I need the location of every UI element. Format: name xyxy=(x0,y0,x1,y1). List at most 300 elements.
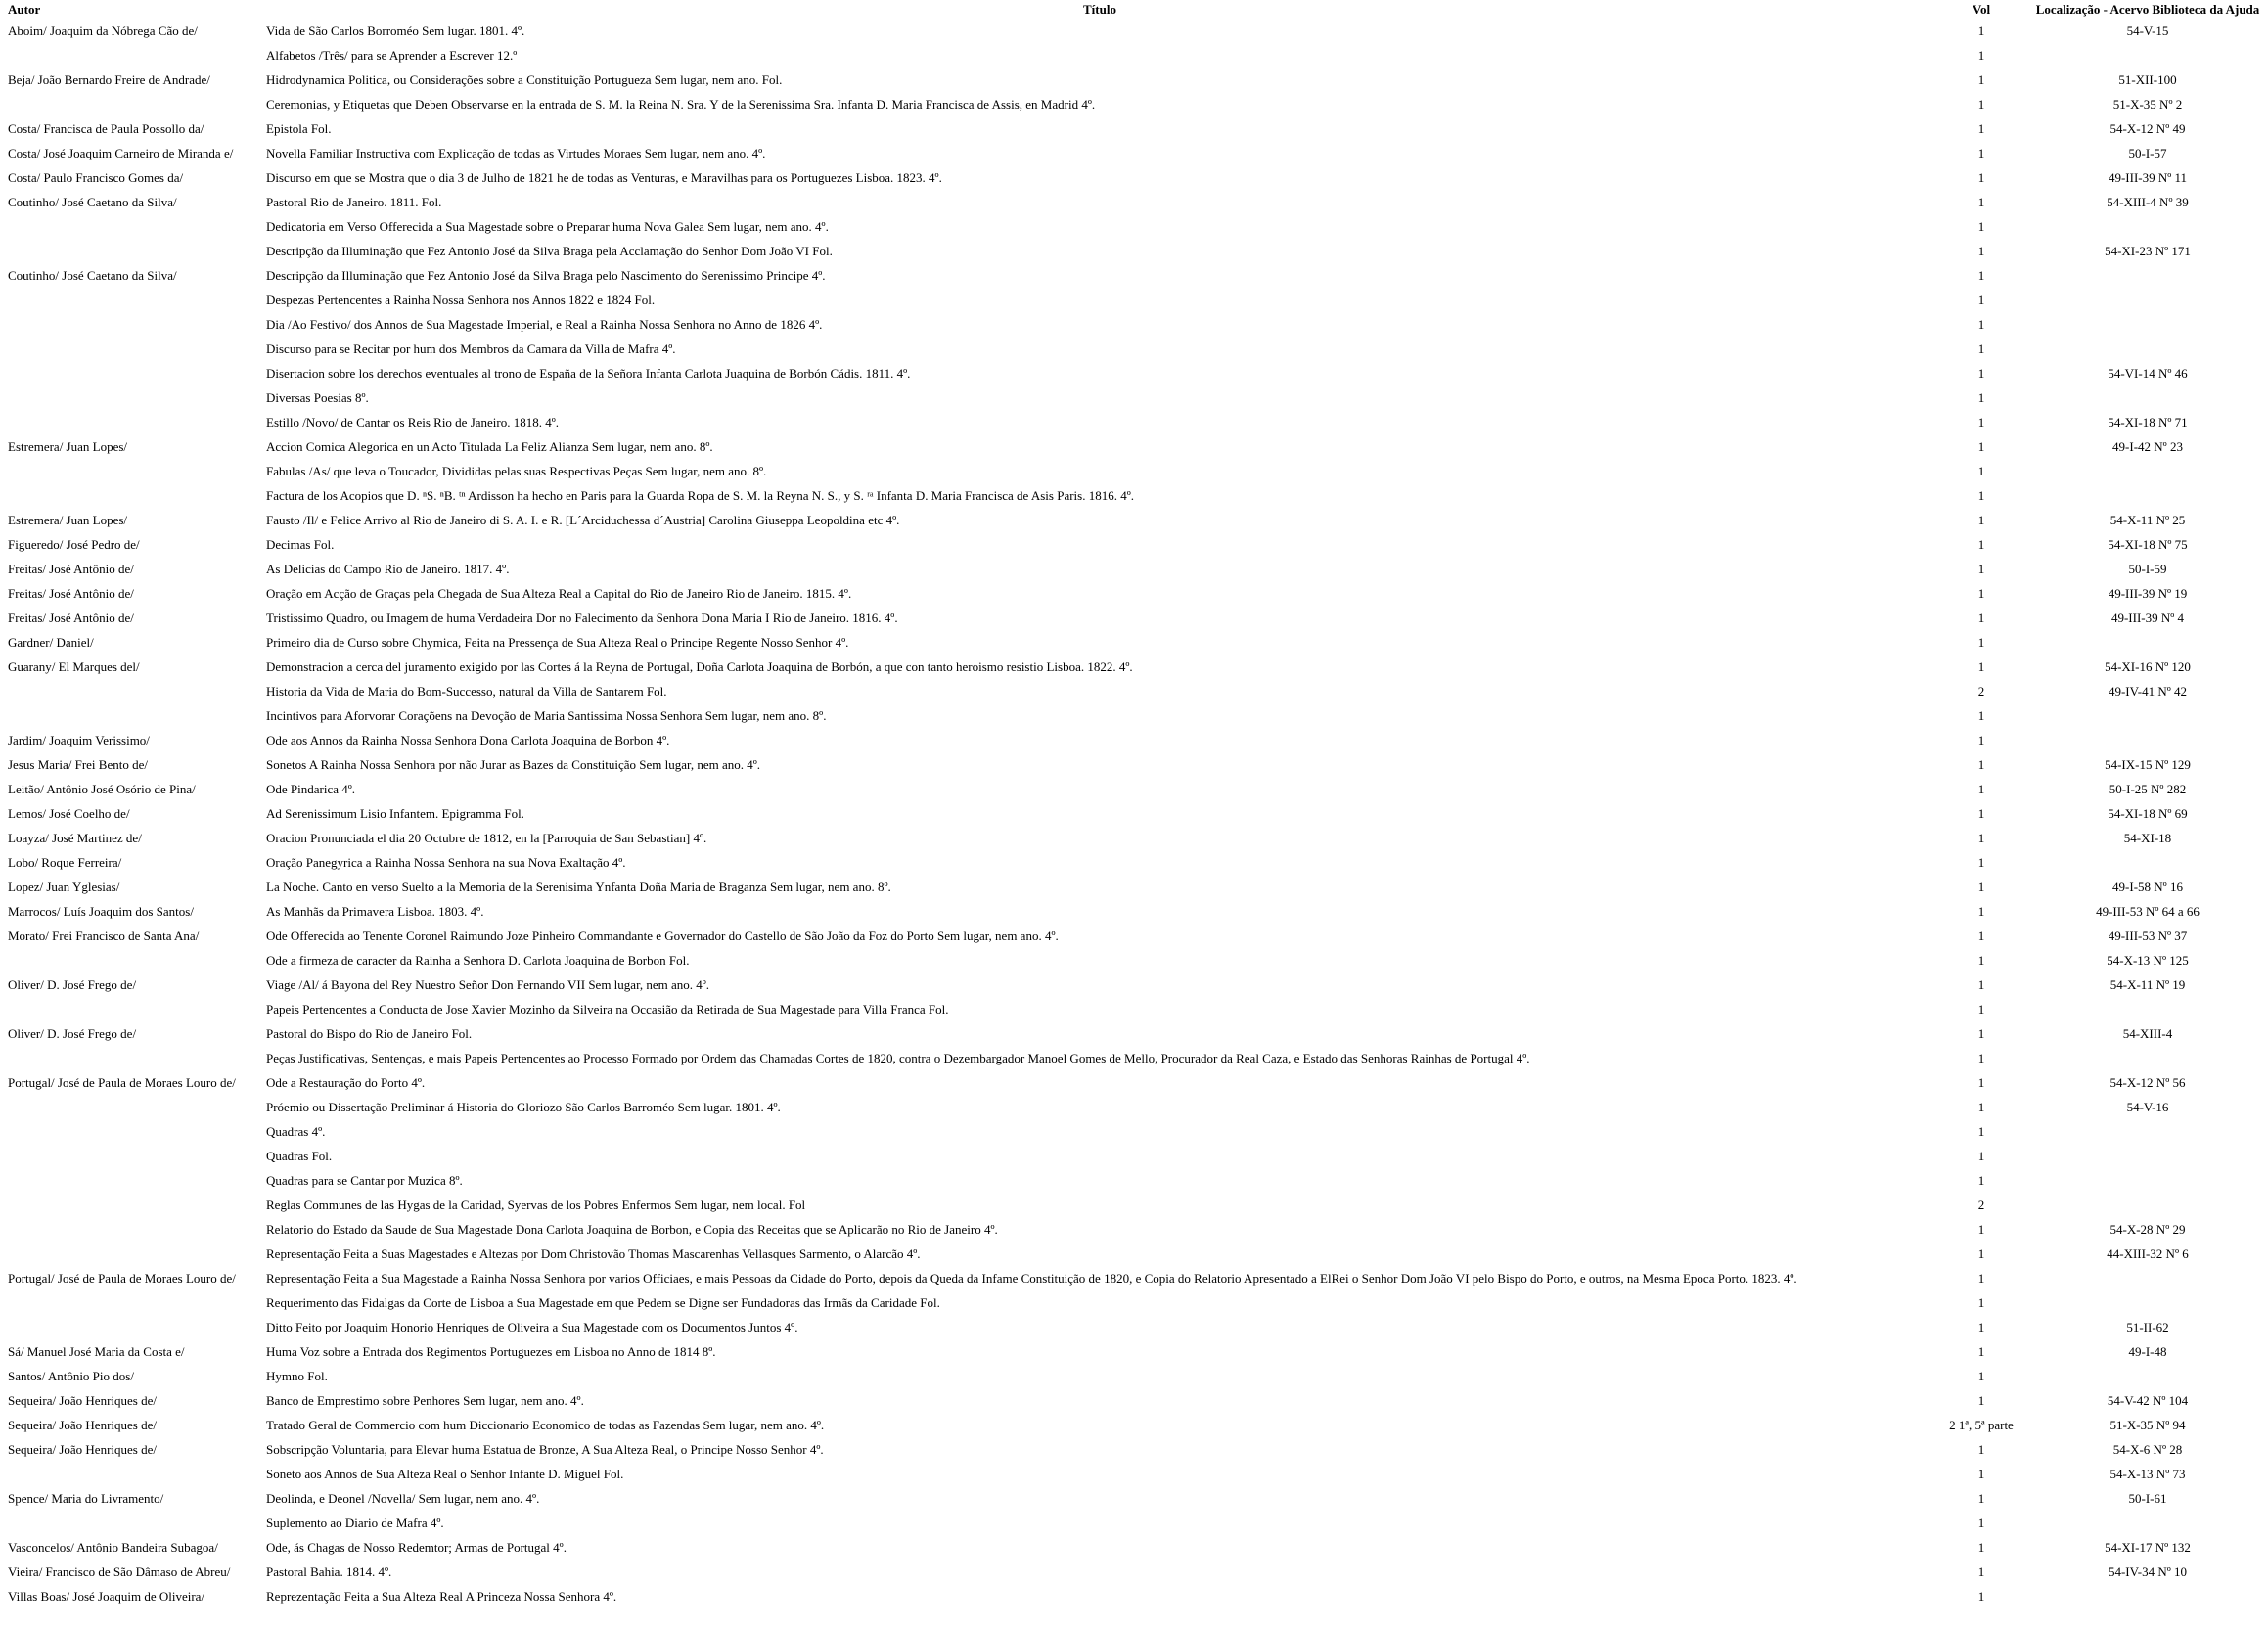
table-row xyxy=(0,1486,2268,1511)
autor-cell: Loayza/ José Martinez de/ xyxy=(8,830,142,845)
titulo-cell: Oração Panegyrica a Rainha Nossa Senhora na sua Nova Exaltação 4º. xyxy=(266,854,626,870)
localizacao-cell: 50-I-59 xyxy=(2128,561,2167,576)
vol-cell: 1 xyxy=(1977,1172,1985,1188)
vol-cell: 1 xyxy=(1977,96,1985,112)
table-row xyxy=(0,1046,2268,1070)
table-row xyxy=(0,972,2268,997)
localizacao-cell: 54-XIII-4 Nº 39 xyxy=(2107,194,2189,209)
localizacao-cell: 49-III-39 Nº 19 xyxy=(2108,585,2188,601)
table-row xyxy=(0,459,2268,483)
table-header xyxy=(0,0,2268,19)
autor-cell: Portugal/ José de Paula de Moraes Louro de/ xyxy=(8,1270,236,1286)
vol-cell: 1 xyxy=(1977,585,1985,601)
table-row xyxy=(0,288,2268,312)
autor-cell xyxy=(0,1315,264,1339)
vol-cell: 1 xyxy=(1977,1221,1985,1237)
table-row xyxy=(0,1462,2268,1486)
titulo-cell: Ode Offerecida ao Tenente Coronel Raimundo Joze Pinheiro Commandante e Governador do Castello de São João da Foz do Porto Sem lugar, nem ano. 4º. xyxy=(266,927,1059,943)
titulo-cell: Tratado Geral de Commercio com hum Diccionario Economico de todas as Fazendas Sem lugar, nem ano. 4º. xyxy=(266,1417,825,1432)
titulo-cell: Descripção da Illuminação que Fez Antonio José da Silva Braga pelo Nascimento do Serenissimo Principe 4º. xyxy=(266,267,826,283)
localizacao-cell: 49-I-58 Nº 16 xyxy=(2112,879,2183,894)
autor-cell xyxy=(0,288,264,312)
localizacao-cell: 50-I-57 xyxy=(2128,145,2167,160)
vol-cell: 1 xyxy=(1977,952,1985,968)
localizacao-cell: 54-XI-23 Nº 171 xyxy=(2105,243,2191,258)
header-vol: Vol xyxy=(1972,1,1991,17)
table-row xyxy=(0,385,2268,410)
titulo-cell: Dedicatoria em Verso Offerecida a Sua Magestade sobre o Preparar huma Nova Galea Sem lugar, nem ano. 4º. xyxy=(266,218,829,234)
titulo-cell: Deolinda, e Deonel /Novella/ Sem lugar, nem ano. 4º. xyxy=(266,1490,540,1506)
localizacao-cell: 50-I-25 Nº 282 xyxy=(2109,781,2187,796)
titulo-cell: Oração em Acção de Graças pela Chegada de Sua Alteza Real a Capital do Rio de Janeiro Rio de Janeiro. 1815. 4º. xyxy=(266,585,852,601)
autor-cell: Beja/ João Bernardo Freire de Andrade/ xyxy=(8,71,210,87)
autor-cell: Jesus Maria/ Frei Bento de/ xyxy=(8,756,148,772)
vol-cell: 1 xyxy=(1977,658,1985,674)
table-row xyxy=(0,1437,2268,1462)
autor-cell: Leitão/ Antônio José Osório de Pina/ xyxy=(8,781,196,796)
localizacao-cell xyxy=(2027,850,2268,875)
localizacao-cell: 54-IV-34 Nº 10 xyxy=(2108,1563,2188,1579)
header-row xyxy=(0,0,2268,19)
titulo-cell: Vida de São Carlos Borroméo Sem lugar. 1801. 4º. xyxy=(266,23,525,38)
autor-cell xyxy=(0,337,264,361)
localizacao-cell: 54-V-16 xyxy=(2126,1099,2169,1114)
table-row xyxy=(0,214,2268,239)
localizacao-cell: 54-X-11 Nº 25 xyxy=(2109,512,2186,527)
vol-cell: 1 xyxy=(1977,781,1985,796)
localizacao-cell: 49-I-48 xyxy=(2128,1343,2167,1359)
table-row xyxy=(0,924,2268,948)
localizacao-cell xyxy=(2027,483,2268,508)
autor-cell: Estremera/ Juan Lopes/ xyxy=(8,512,128,527)
localizacao-cell: 54-XIII-4 xyxy=(2122,1025,2173,1041)
table-row xyxy=(0,655,2268,679)
autor-cell: Aboim/ Joaquim da Nóbrega Cão de/ xyxy=(8,23,198,38)
table-row xyxy=(0,1511,2268,1535)
titulo-cell: Disertacion sobre los derechos eventuales al trono de España de la Señora Infanta Carlota Juaquina de Borbón Cádis. 1811. 4º. xyxy=(266,365,911,381)
vol-cell: 1 xyxy=(1977,47,1985,63)
localizacao-cell: 50-I-61 xyxy=(2128,1490,2167,1506)
table-row xyxy=(0,801,2268,826)
titulo-cell: Huma Voz sobre a Entrada dos Regimentos Portuguezes em Lisboa no Anno de 1814 8º. xyxy=(266,1343,716,1359)
vol-cell: 1 xyxy=(1977,1441,1985,1457)
autor-cell: Oliver/ D. José Frego de/ xyxy=(8,1025,137,1041)
vol-cell: 1 xyxy=(1977,1563,1985,1579)
titulo-cell: Sobscripção Voluntaria, para Elevar huma Estatua de Bronze, A Sua Alteza Real, o Principe Nosso Senhor 4º. xyxy=(266,1441,824,1457)
localizacao-cell: 49-III-53 Nº 37 xyxy=(2108,927,2188,943)
table-row xyxy=(0,1584,2268,1608)
vol-cell: 1 xyxy=(1977,1050,1985,1065)
localizacao-cell: 54-X-11 Nº 19 xyxy=(2109,976,2186,992)
table-row xyxy=(0,777,2268,801)
localizacao-cell xyxy=(2027,1584,2268,1608)
titulo-cell: Ad Serenissimum Lisio Infantem. Epigramma Fol. xyxy=(266,805,524,821)
vol-cell: 1 xyxy=(1977,120,1985,136)
localizacao-cell: 51-XII-100 xyxy=(2118,71,2177,87)
autor-cell: Lemos/ José Coelho de/ xyxy=(8,805,130,821)
vol-cell: 1 xyxy=(1977,854,1985,870)
titulo-cell: Peças Justificativas, Sentenças, e mais Papeis Pertencentes ao Processo Formado por Ordem das Chamadas Cortes de 1820, contra o Dezembargador Manoel Gomes de Mello, Procurador da Real Caza, e Estado das Senhoras Rainhas de Portugal 4º. xyxy=(266,1050,1530,1065)
titulo-cell: Factura de los Acopios que D. ⁿS. ⁿB. ᵗⁿ Ardisson ha hecho en Paris para la Guarda Ropa de S. M. la Reyna N. S., y S. ʳᵃ Infanta D. Maria Francisca de Asis Paris. 1816. 4º. xyxy=(266,487,1135,503)
vol-cell: 1 xyxy=(1977,512,1985,527)
table-row xyxy=(0,263,2268,288)
table-row xyxy=(0,1070,2268,1095)
vol-cell: 1 xyxy=(1977,267,1985,283)
localizacao-cell: 49-IV-41 Nº 42 xyxy=(2108,683,2188,699)
autor-cell xyxy=(0,703,264,728)
localizacao-cell xyxy=(2027,312,2268,337)
localizacao-cell: 49-III-39 Nº 11 xyxy=(2108,169,2188,185)
localizacao-cell xyxy=(2027,1168,2268,1193)
autor-cell: Sequeira/ João Henriques de/ xyxy=(8,1417,157,1432)
autor-cell: Coutinho/ José Caetano da Silva/ xyxy=(8,194,177,209)
vol-cell: 1 xyxy=(1977,1392,1985,1408)
vol-cell: 1 xyxy=(1977,1539,1985,1555)
vol-cell: 1 xyxy=(1977,805,1985,821)
autor-cell xyxy=(0,483,264,508)
titulo-cell: As Delicias do Campo Rio de Janeiro. 1817. 4º. xyxy=(266,561,510,576)
vol-cell: 1 xyxy=(1977,169,1985,185)
titulo-cell: Ode aos Annos da Rainha Nossa Senhora Dona Carlota Joaquina de Borbon 4º. xyxy=(266,732,670,747)
localizacao-cell xyxy=(2027,1193,2268,1217)
autor-cell: Santos/ Antônio Pio dos/ xyxy=(8,1368,134,1383)
autor-cell xyxy=(0,1217,264,1242)
autor-cell: Freitas/ José Antônio de/ xyxy=(8,585,134,601)
autor-cell: Villas Boas/ José Joaquim de Oliveira/ xyxy=(8,1588,205,1604)
table-row xyxy=(0,1193,2268,1217)
table-row xyxy=(0,1119,2268,1144)
localizacao-cell: 49-III-53 Nº 64 a 66 xyxy=(2096,903,2200,919)
autor-cell xyxy=(0,1144,264,1168)
titulo-cell: Descripção da Illuminação que Fez Antonio José da Silva Braga pela Acclamação do Senhor Dom João VI Fol. xyxy=(266,243,833,258)
titulo-cell: Oracion Pronunciada el dia 20 Octubre de 1812, en la [Parroquia de San Sebastian] 4º. xyxy=(266,830,707,845)
autor-cell: Gardner/ Daniel/ xyxy=(8,634,94,650)
titulo-cell: Ode Pindarica 4º. xyxy=(266,781,356,796)
table-row xyxy=(0,606,2268,630)
vol-cell: 1 xyxy=(1977,23,1985,38)
table-row xyxy=(0,43,2268,68)
vol-cell: 1 xyxy=(1977,1245,1985,1261)
localizacao-cell xyxy=(2027,1046,2268,1070)
vol-cell: 1 xyxy=(1977,1099,1985,1114)
titulo-cell: Alfabetos /Três/ para se Aprender a Escrever 12.º xyxy=(266,47,518,63)
table-row xyxy=(0,190,2268,214)
titulo-cell: Hidrodynamica Politica, ou Considerações sobre a Constituição Portugueza Sem lugar, nem ano. Fol. xyxy=(266,71,783,87)
autor-cell xyxy=(0,459,264,483)
localizacao-cell: 54-XI-18 Nº 71 xyxy=(2108,414,2188,430)
titulo-cell: Dia /Ao Festivo/ dos Annos de Sua Magestade Imperial, e Real a Rainha Nossa Senhora no Anno de 1826 4º. xyxy=(266,316,823,332)
vol-cell: 1 xyxy=(1977,463,1985,478)
vol-cell: 1 xyxy=(1977,340,1985,356)
titulo-cell: Reprezentação Feita a Sua Alteza Real A Princeza Nossa Senhora 4º. xyxy=(266,1588,617,1604)
table-row xyxy=(0,1144,2268,1168)
vol-cell: 1 xyxy=(1977,561,1985,576)
localizacao-cell: 54-XI-18 xyxy=(2123,830,2172,845)
table-row xyxy=(0,532,2268,557)
localizacao-cell: 54-X-12 Nº 56 xyxy=(2109,1074,2186,1090)
localizacao-cell xyxy=(2027,728,2268,752)
titulo-cell: Ode a Restauração do Porto 4º. xyxy=(266,1074,426,1090)
autor-cell: Freitas/ José Antônio de/ xyxy=(8,610,134,625)
header-autor: Autor xyxy=(8,1,41,17)
table-row xyxy=(0,581,2268,606)
table-row xyxy=(0,1315,2268,1339)
autor-cell: Morato/ Frei Francisco de Santa Ana/ xyxy=(8,927,200,943)
localizacao-cell xyxy=(2027,703,2268,728)
localizacao-cell xyxy=(2027,43,2268,68)
vol-cell: 1 xyxy=(1977,732,1985,747)
autor-cell xyxy=(0,1119,264,1144)
localizacao-cell xyxy=(2027,1364,2268,1388)
autor-cell: Costa/ Paulo Francisco Gomes da/ xyxy=(8,169,184,185)
titulo-cell: Papeis Pertencentes a Conducta de Jose Xavier Mozinho da Silveira na Occasião da Retirada de Sua Magestade para Villa Franca Fol. xyxy=(266,1001,949,1017)
titulo-cell: Ceremonias, y Etiquetas que Deben Observarse en la entrada de S. M. la Reina N. Sra. Y de la Serenissima Sra. Infanta D. Maria Francisca de Assis, en Madrid 4º. xyxy=(266,96,1096,112)
localizacao-cell: 51-X-35 Nº 94 xyxy=(2109,1417,2186,1432)
table-row xyxy=(0,239,2268,263)
titulo-cell: Discurso em que se Mostra que o dia 3 de Julho de 1821 he de todas as Venturas, e Maravilhas para os Portuguezes Lisboa. 1823. 4º. xyxy=(266,169,942,185)
table-row xyxy=(0,826,2268,850)
titulo-cell: Requerimento das Fidalgas da Corte de Lisboa a Sua Magestade em que Pedem se Digne ser Fundadoras das Irmãs da Caridade Fol. xyxy=(266,1294,940,1310)
autor-cell xyxy=(0,948,264,972)
titulo-cell: Fausto /Il/ e Felice Arrivo al Rio de Janeiro di S. A. I. e R. [L´Arciduchessa d´Austria] Carolina Giuseppa Leopoldina etc 4º. xyxy=(266,512,900,527)
localizacao-cell xyxy=(2027,1511,2268,1535)
titulo-cell: Discurso para se Recitar por hum dos Membros da Camara da Villa de Mafra 4º. xyxy=(266,340,676,356)
autor-cell: Costa/ Francisca de Paula Possollo da/ xyxy=(8,120,204,136)
vol-cell: 1 xyxy=(1977,487,1985,503)
autor-cell: Lobo/ Roque Ferreira/ xyxy=(8,854,122,870)
localizacao-cell: 54-V-15 xyxy=(2126,23,2169,38)
localizacao-cell xyxy=(2027,459,2268,483)
autor-cell xyxy=(0,1168,264,1193)
autor-cell: Coutinho/ José Caetano da Silva/ xyxy=(8,267,177,283)
table-row xyxy=(0,557,2268,581)
vol-cell: 1 xyxy=(1977,879,1985,894)
autor-cell xyxy=(0,1095,264,1119)
vol-cell: 1 xyxy=(1977,438,1985,454)
autor-cell xyxy=(0,1046,264,1070)
localizacao-cell: 54-V-42 Nº 104 xyxy=(2107,1392,2189,1408)
localizacao-cell xyxy=(2027,288,2268,312)
autor-cell xyxy=(0,410,264,434)
titulo-cell: Representação Feita a Sua Magestade a Rainha Nossa Senhora por varios Officiaes, e mais Pessoas da Cidade do Porto, depois da Queda da Infame Constituição de 1820, e Copia do Relatorio Apresentado a ElRei o Senhor Dom João VI pelo Bispo do Porto, e outros, na Mesma Epoca Porto. 1823. 4º. xyxy=(266,1270,1797,1286)
titulo-cell: Accion Comica Alegorica en un Acto Titulada La Feliz Alianza Sem lugar, nem ano. 8º. xyxy=(266,438,713,454)
titulo-cell: Novella Familiar Instructiva com Explicação de todas as Virtudes Moraes Sem lugar, nem ano. 4º. xyxy=(266,145,766,160)
localizacao-cell xyxy=(2027,1266,2268,1290)
titulo-cell: Sonetos A Rainha Nossa Senhora por não Jurar as Bazes da Constituição Sem lugar, nem ano. 4º. xyxy=(266,756,761,772)
titulo-cell: Reglas Communes de las Hygas de la Caridad, Syervas de los Pobres Enfermos Sem lugar, nem local. Fol xyxy=(266,1197,806,1212)
autor-cell: Spence/ Maria do Livramento/ xyxy=(8,1490,164,1506)
localizacao-cell: 49-III-39 Nº 4 xyxy=(2110,610,2185,625)
titulo-cell: Viage /Al/ á Bayona del Rey Nuestro Señor Don Fernando VII Sem lugar, nem ano. 4º. xyxy=(266,976,710,992)
table-row xyxy=(0,728,2268,752)
titulo-cell: Próemio ou Dissertação Preliminar á Historia do Gloriozo São Carlos Barroméo Sem lugar. 1801. 4º. xyxy=(266,1099,781,1114)
titulo-cell: Estillo /Novo/ de Cantar os Reis Rio de Janeiro. 1818. 4º. xyxy=(266,414,560,430)
localizacao-cell: 44-XIII-32 Nº 6 xyxy=(2107,1245,2189,1261)
localizacao-cell: 54-X-12 Nº 49 xyxy=(2109,120,2186,136)
table-row xyxy=(0,1560,2268,1584)
table-row xyxy=(0,1388,2268,1413)
vol-cell: 1 xyxy=(1977,1123,1985,1139)
vol-cell: 1 xyxy=(1977,536,1985,552)
titulo-cell: Decimas Fol. xyxy=(266,536,335,552)
vol-cell: 2 1ª, 5ª parte xyxy=(1949,1417,2014,1432)
vol-cell: 1 xyxy=(1977,1025,1985,1041)
table-row xyxy=(0,483,2268,508)
titulo-cell: Banco de Emprestimo sobre Penhores Sem lugar, nem ano. 4º. xyxy=(266,1392,584,1408)
titulo-cell: Demonstracion a cerca del juramento exigido por las Cortes á la Reyna de Portugal, Doña Carlota Joaquina de Borbón, a que con tanto heroismo resistio Lisboa. 1822. 4º. xyxy=(266,658,1133,674)
titulo-cell: Despezas Pertencentes a Rainha Nossa Senhora nos Annos 1822 e 1824 Fol. xyxy=(266,292,656,307)
autor-cell: Vieira/ Francisco de São Dâmaso de Abreu/ xyxy=(8,1563,231,1579)
vol-cell: 1 xyxy=(1977,1368,1985,1383)
table-row xyxy=(0,875,2268,899)
vol-cell: 1 xyxy=(1977,389,1985,405)
vol-cell: 1 xyxy=(1977,1001,1985,1017)
table-body xyxy=(0,19,2268,1608)
table-row xyxy=(0,1021,2268,1046)
autor-cell: Marrocos/ Luís Joaquim dos Santos/ xyxy=(8,903,194,919)
titulo-cell: Ode a firmeza de caracter da Rainha a Senhora D. Carlota Joaquina de Borbon Fol. xyxy=(266,952,690,968)
table-row xyxy=(0,19,2268,43)
vol-cell: 1 xyxy=(1977,414,1985,430)
vol-cell: 1 xyxy=(1977,756,1985,772)
titulo-cell: Historia da Vida de Maria do Bom-Successo, natural da Villa de Santarem Fol. xyxy=(266,683,667,699)
vol-cell: 1 xyxy=(1977,1074,1985,1090)
vol-cell: 1 xyxy=(1977,316,1985,332)
table-row xyxy=(0,1413,2268,1437)
table-row xyxy=(0,679,2268,703)
localizacao-cell xyxy=(2027,385,2268,410)
titulo-cell: Incintivos para Aforvorar Coraçõens na Devoção de Maria Santissima Nossa Senhora Sem lugar, nem ano. 8º. xyxy=(266,707,827,723)
vol-cell: 1 xyxy=(1977,610,1985,625)
table-row xyxy=(0,508,2268,532)
localizacao-cell xyxy=(2027,1119,2268,1144)
localizacao-cell: 54-XI-16 Nº 120 xyxy=(2105,658,2191,674)
titulo-cell: Pastoral Bahia. 1814. 4º. xyxy=(266,1563,392,1579)
localizacao-cell xyxy=(2027,997,2268,1021)
vol-cell: 1 xyxy=(1977,1515,1985,1530)
autor-cell xyxy=(0,1462,264,1486)
autor-cell: Sequeira/ João Henriques de/ xyxy=(8,1392,157,1408)
titulo-cell: Suplemento ao Diario de Mafra 4º. xyxy=(266,1515,444,1530)
vol-cell: 1 xyxy=(1977,1294,1985,1310)
localizacao-cell: 54-X-6 Nº 28 xyxy=(2112,1441,2183,1457)
autor-cell: Portugal/ José de Paula de Moraes Louro de/ xyxy=(8,1074,236,1090)
localizacao-cell: 49-I-42 Nº 23 xyxy=(2112,438,2183,454)
vol-cell: 1 xyxy=(1977,1588,1985,1604)
titulo-cell: Relatorio do Estado da Saude de Sua Magestade Dona Carlota Joaquina de Borbon, e Copia das Receitas que se Aplicarão no Rio de Janeiro 4º. xyxy=(266,1221,998,1237)
table-row xyxy=(0,1168,2268,1193)
titulo-cell: Representação Feita a Suas Magestades e Altezas por Dom Christovão Thomas Mascarenhas Vellasques Sarmento, o Alarcão 4º. xyxy=(266,1245,921,1261)
vol-cell: 1 xyxy=(1977,71,1985,87)
vol-cell: 2 xyxy=(1977,1197,1985,1212)
vol-cell: 1 xyxy=(1977,365,1985,381)
localizacao-cell: 54-X-13 Nº 125 xyxy=(2107,952,2189,968)
titulo-cell: Tristissimo Quadro, ou Imagem de huma Verdadeira Dor no Falecimento da Senhora Dona Maria I Rio de Janeiro. 1816. 4º. xyxy=(266,610,898,625)
autor-cell: Guarany/ El Marques del/ xyxy=(8,658,140,674)
autor-cell: Sá/ Manuel José Maria da Costa e/ xyxy=(8,1343,185,1359)
table-row xyxy=(0,850,2268,875)
vol-cell: 1 xyxy=(1977,145,1985,160)
vol-cell: 1 xyxy=(1977,243,1985,258)
vol-cell: 1 xyxy=(1977,707,1985,723)
vol-cell: 1 xyxy=(1977,903,1985,919)
table-row xyxy=(0,361,2268,385)
table-row xyxy=(0,997,2268,1021)
titulo-cell: Quadras para se Cantar por Muzica 8º. xyxy=(266,1172,463,1188)
table-row xyxy=(0,1364,2268,1388)
vol-cell: 2 xyxy=(1977,683,1985,699)
autor-cell xyxy=(0,1290,264,1315)
titulo-cell: Soneto aos Annos de Sua Alteza Real o Senhor Infante D. Miguel Fol. xyxy=(266,1466,624,1481)
localizacao-cell: 51-X-35 Nº 2 xyxy=(2112,96,2183,112)
vol-cell: 1 xyxy=(1977,1148,1985,1163)
table-row xyxy=(0,1095,2268,1119)
autor-cell xyxy=(0,312,264,337)
vol-cell: 1 xyxy=(1977,1270,1985,1286)
table-row xyxy=(0,1535,2268,1560)
localizacao-cell xyxy=(2027,337,2268,361)
table-row xyxy=(0,165,2268,190)
titulo-cell: Diversas Poesias 8º. xyxy=(266,389,369,405)
autor-cell xyxy=(0,679,264,703)
autor-cell: Oliver/ D. José Frego de/ xyxy=(8,976,137,992)
vol-cell: 1 xyxy=(1977,1466,1985,1481)
titulo-cell: Pastoral do Bispo do Rio de Janeiro Fol. xyxy=(266,1025,473,1041)
titulo-cell: Ode, ás Chagas de Nosso Redemtor; Armas de Portugal 4º. xyxy=(266,1539,567,1555)
table-row xyxy=(0,410,2268,434)
localizacao-cell: 54-X-28 Nº 29 xyxy=(2109,1221,2186,1237)
vol-cell: 1 xyxy=(1977,976,1985,992)
autor-cell: Costa/ José Joaquim Carneiro de Miranda e/ xyxy=(8,145,234,160)
vol-cell: 1 xyxy=(1977,830,1985,845)
table-row xyxy=(0,116,2268,141)
table-row xyxy=(0,1290,2268,1315)
titulo-cell: La Noche. Canto en verso Suelto a la Memoria de la Serenisima Ynfanta Doña Maria de Braganza Sem lugar, nem ano. 8º. xyxy=(266,879,891,894)
autor-cell xyxy=(0,1511,264,1535)
localizacao-cell: 51-II-62 xyxy=(2126,1319,2169,1334)
titulo-cell: Epistola Fol. xyxy=(266,120,332,136)
vol-cell: 1 xyxy=(1977,927,1985,943)
vol-cell: 1 xyxy=(1977,634,1985,650)
vol-cell: 1 xyxy=(1977,218,1985,234)
table-row xyxy=(0,92,2268,116)
localizacao-cell: 54-X-13 Nº 73 xyxy=(2109,1466,2186,1481)
titulo-cell: Pastoral Rio de Janeiro. 1811. Fol. xyxy=(266,194,442,209)
titulo-cell: Fabulas /As/ que leva o Toucador, Divididas pelas suas Respectivas Peças Sem lugar, nem ano. 8º. xyxy=(266,463,767,478)
autor-cell xyxy=(0,1242,264,1266)
table-row xyxy=(0,141,2268,165)
table-row xyxy=(0,630,2268,655)
localizacao-cell xyxy=(2027,1144,2268,1168)
autor-cell xyxy=(0,92,264,116)
table-row xyxy=(0,899,2268,924)
localizacao-cell: 54-XI-17 Nº 132 xyxy=(2105,1539,2191,1555)
autor-cell: Sequeira/ João Henriques de/ xyxy=(8,1441,157,1457)
localizacao-cell: 54-XI-18 Nº 75 xyxy=(2108,536,2188,552)
table-row xyxy=(0,434,2268,459)
table-row xyxy=(0,1266,2268,1290)
autor-cell xyxy=(0,239,264,263)
localizacao-cell xyxy=(2027,214,2268,239)
table-row xyxy=(0,703,2268,728)
localizacao-cell: 54-VI-14 Nº 46 xyxy=(2108,365,2188,381)
header-titulo: Título xyxy=(1083,1,1116,17)
autor-cell: Jardim/ Joaquim Verissimo/ xyxy=(8,732,150,747)
localizacao-cell: 54-XI-18 Nº 69 xyxy=(2108,805,2188,821)
table-row xyxy=(0,1339,2268,1364)
localizacao-cell xyxy=(2027,263,2268,288)
autor-cell: Vasconcelos/ Antônio Bandeira Subagoa/ xyxy=(8,1539,218,1555)
